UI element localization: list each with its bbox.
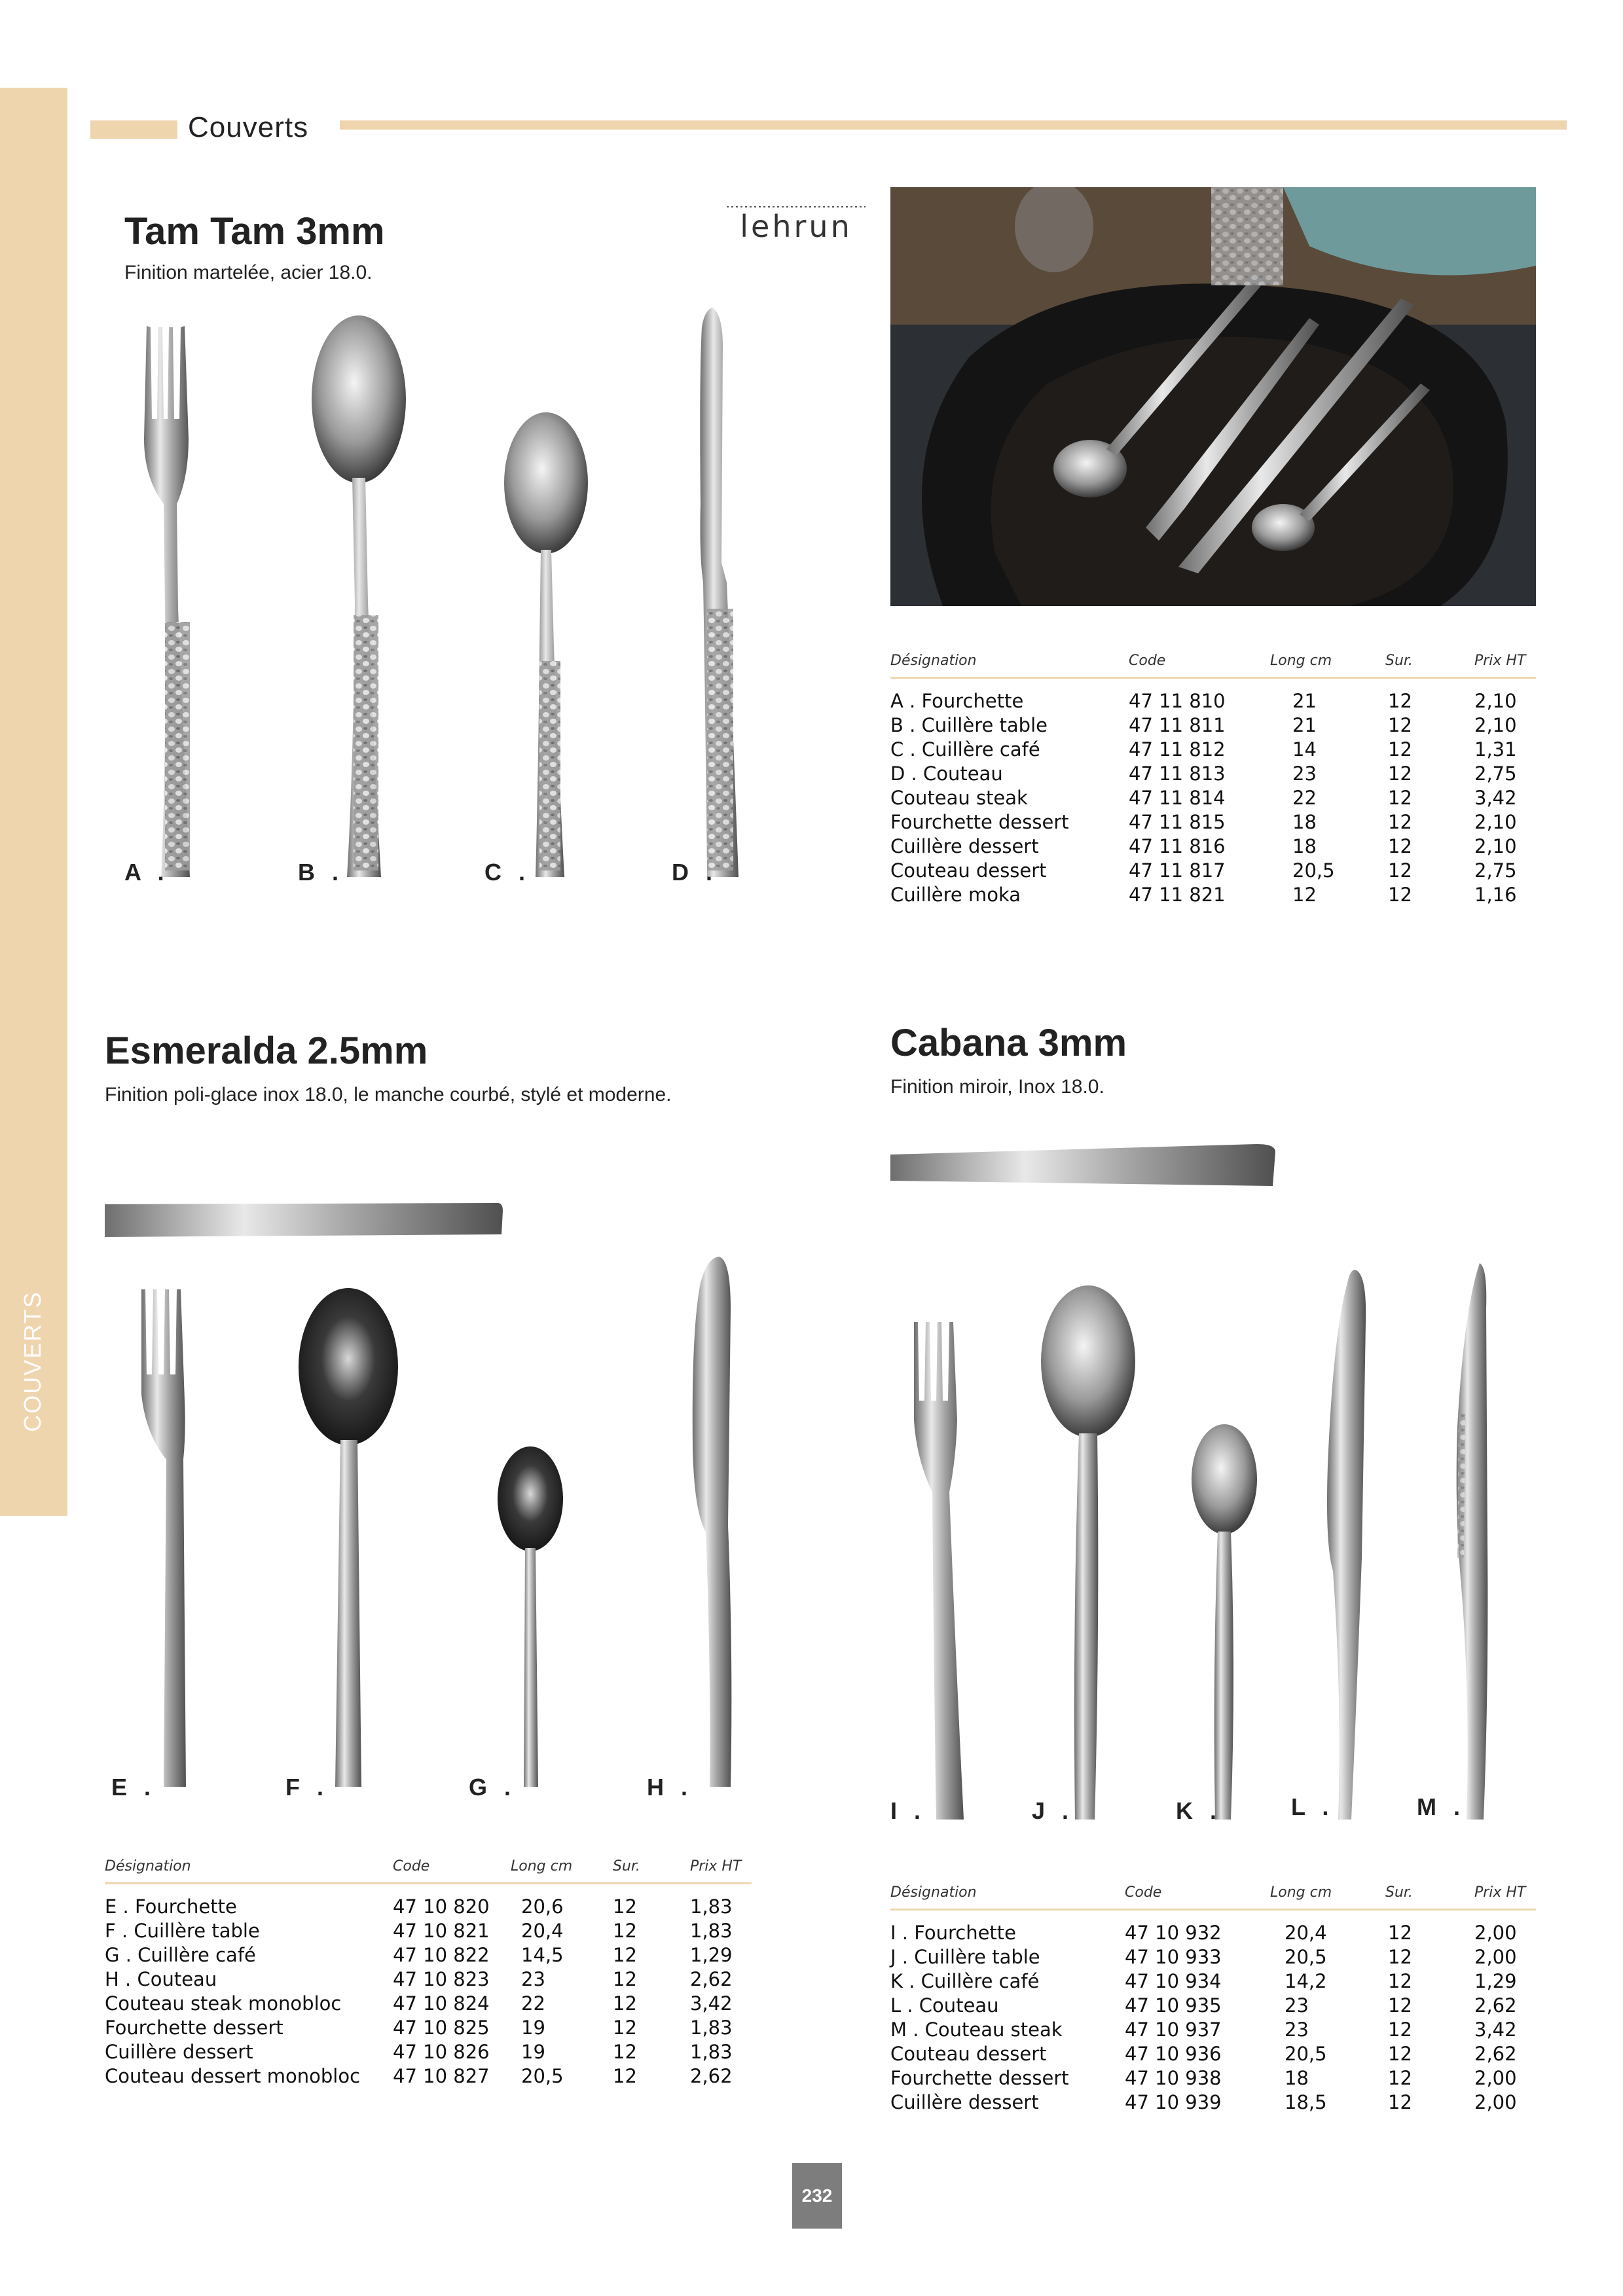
- table-cell: Couteau steak monobloc: [105, 1992, 342, 2015]
- table-cell: 12: [1388, 811, 1412, 833]
- table-cell: 47 10 821: [393, 1920, 490, 1942]
- table-cell: 47 10 939: [1125, 2091, 1222, 2113]
- table-cell: Couteau dessert: [890, 2043, 1047, 2065]
- table-cell: 47 11 816: [1129, 835, 1226, 857]
- table-cell: D . Couteau: [890, 762, 1003, 785]
- table-cell: 47 10 932: [1125, 1922, 1222, 1944]
- table-cell: 47 10 934: [1125, 1970, 1222, 1992]
- cabana-table: [890, 1882, 1536, 2115]
- cabana-letter-i: I .: [890, 1797, 926, 1824]
- table-cell: 47 10 820: [393, 1895, 490, 1918]
- table-cell: 2,62: [1474, 2043, 1517, 2065]
- table-cell: 18: [1285, 2067, 1309, 2089]
- table-cell: 47 11 811: [1129, 714, 1226, 736]
- cabana-letter-k: K .: [1176, 1797, 1222, 1824]
- table-cell: 47 10 937: [1125, 2018, 1222, 2041]
- table-row: [105, 1919, 752, 1943]
- table-cell: 1,83: [690, 2041, 733, 2063]
- table-cell: 20,4: [1285, 1922, 1327, 1944]
- table-cell: 12: [1388, 762, 1412, 785]
- esmeralda-letter-f: F .: [285, 1774, 329, 1801]
- tamtam-letter-a: A .: [124, 859, 170, 886]
- table-row: [890, 786, 1536, 810]
- esmeralda-title: Esmeralda 2.5mm: [105, 1030, 428, 1072]
- table-row: [105, 1943, 752, 1967]
- table-row: [890, 1945, 1536, 1969]
- tamtam-letter-b: B .: [298, 859, 344, 886]
- table-cell: 12: [1388, 714, 1412, 736]
- table-cell: 20,6: [521, 1895, 564, 1918]
- table-cell: 14: [1292, 738, 1317, 761]
- table-cell: Couteau dessert monobloc: [105, 2065, 361, 2087]
- col-sur: Sur.: [613, 1856, 690, 1884]
- table-setting-photo: [890, 187, 1536, 606]
- header-rule: [340, 120, 1567, 130]
- table-row: [105, 2064, 752, 2089]
- table-cell: J . Cuillère table: [890, 1946, 1040, 1968]
- table-cell: 2,10: [1474, 714, 1517, 736]
- table-cell: 12: [613, 2065, 637, 2087]
- table-row: [890, 1969, 1536, 1994]
- cabana-subtitle: Finition miroir, Inox 18.0.: [890, 1076, 1104, 1098]
- table-cell: 47 11 821: [1129, 884, 1226, 906]
- table-cell: I . Fourchette: [890, 1922, 1017, 1944]
- table-row: [890, 834, 1536, 859]
- table-cell: 12: [613, 1895, 637, 1918]
- table-cell: 1,83: [690, 1895, 733, 1918]
- table-cell: C . Cuillère café: [890, 738, 1040, 761]
- table-cell: 23: [1285, 2018, 1309, 2041]
- table-cell: 12: [613, 1992, 637, 2015]
- table-cell: Cuillère dessert: [105, 2041, 253, 2063]
- table-cell: Couteau steak: [890, 787, 1028, 809]
- table-cell: 47 10 933: [1125, 1946, 1222, 1968]
- table-cell: 12: [1388, 2043, 1412, 2065]
- table-cell: Couteau dessert: [890, 859, 1047, 882]
- tamtam-table: [890, 651, 1536, 907]
- table-row: [890, 713, 1536, 738]
- table-cell: 18,5: [1285, 2091, 1327, 2113]
- spoon-b-image: [312, 315, 406, 877]
- table-cell: 47 10 823: [393, 1968, 490, 1990]
- page-number: 232: [792, 2163, 842, 2229]
- table-cell: 12: [1388, 2018, 1412, 2041]
- table-cell: 2,00: [1474, 1922, 1517, 1944]
- table-cell: Fourchette dessert: [890, 2067, 1069, 2089]
- table-cell: Cuillère dessert: [890, 835, 1039, 857]
- col-long: Long cm: [1270, 1882, 1385, 1910]
- cabana-letter-m: M .: [1417, 1793, 1465, 1820]
- table-cell: 2,10: [1474, 811, 1517, 833]
- table-cell: 12: [613, 2041, 637, 2063]
- table-cell: 47 10 936: [1125, 2043, 1222, 2065]
- table-cell: 1,31: [1474, 738, 1517, 761]
- table-cell: 23: [521, 1968, 545, 1990]
- table-cell: 2,00: [1474, 2067, 1517, 2089]
- esmeralda-letter-e: E .: [111, 1774, 156, 1801]
- fork-a-image: [144, 326, 190, 877]
- table-cell: 12: [1388, 884, 1412, 906]
- table-row: [105, 2040, 752, 2064]
- side-tab-label: COUVERTS: [19, 1291, 46, 1432]
- table-row: [890, 2090, 1536, 2115]
- table-cell: 2,75: [1474, 762, 1517, 785]
- table-cell: 47 10 938: [1125, 2067, 1222, 2089]
- cabana-letter-j: J .: [1032, 1797, 1074, 1824]
- table-cell: 21: [1292, 690, 1317, 712]
- table-cell: 1,29: [690, 1944, 733, 1966]
- table-row: [105, 1967, 752, 1992]
- table-cell: 47 11 815: [1129, 811, 1226, 833]
- table-cell: 47 10 826: [393, 2041, 490, 2063]
- table-cell: 20,4: [521, 1920, 564, 1942]
- col-code: Code: [1125, 1882, 1270, 1910]
- table-cell: H . Couteau: [105, 1968, 217, 1990]
- table-cell: 47 10 822: [393, 1944, 490, 1966]
- page-title: Couverts: [188, 111, 309, 143]
- table-cell: 18: [1292, 811, 1317, 833]
- table-cell: 12: [1388, 787, 1412, 809]
- table-row: [890, 810, 1536, 834]
- table-header-row: [105, 1856, 752, 1884]
- table-row: [890, 883, 1536, 907]
- table-cell: 12: [1292, 884, 1317, 906]
- table-cell: L . Couteau: [890, 1994, 999, 2017]
- table-cell: 47 11 813: [1129, 762, 1226, 785]
- table-cell: 12: [1388, 1994, 1412, 2017]
- tamtam-title: Tam Tam 3mm: [124, 210, 385, 253]
- table-cell: 2,10: [1474, 835, 1517, 857]
- table-cell: 12: [1388, 2091, 1412, 2113]
- table-cell: Fourchette dessert: [890, 811, 1069, 833]
- table-cell: 18: [1292, 835, 1317, 857]
- table-cell: 12: [613, 1944, 637, 1966]
- table-row: [890, 738, 1536, 762]
- knife-d-image: [700, 308, 739, 877]
- table-cell: 3,42: [1474, 2018, 1517, 2041]
- col-long: Long cm: [511, 1856, 613, 1884]
- table-cell: 2,00: [1474, 1946, 1517, 1968]
- table-cell: 2,00: [1474, 2091, 1517, 2113]
- table-cell: 3,42: [1474, 787, 1517, 809]
- col-designation: Désignation: [890, 1882, 1125, 1910]
- table-cell: Fourchette dessert: [105, 2017, 283, 2039]
- cabana-cutlery-image: [890, 1139, 1532, 1820]
- table-cell: M . Couteau steak: [890, 2018, 1063, 2041]
- tamtam-cutlery-image: [124, 308, 759, 884]
- table-header-row: [890, 1882, 1536, 1910]
- table-cell: 1,16: [1474, 884, 1517, 906]
- table-cell: E . Fourchette: [105, 1895, 237, 1918]
- table-cell: 2,62: [1474, 1994, 1517, 2017]
- table-row: [890, 2066, 1536, 2090]
- col-designation: Désignation: [890, 651, 1129, 678]
- table-cell: B . Cuillère table: [890, 714, 1048, 736]
- table-cell: 2,10: [1474, 690, 1517, 712]
- table-row: [890, 2018, 1536, 2042]
- table-cell: 12: [1388, 2067, 1412, 2089]
- col-designation: Désignation: [105, 1856, 393, 1884]
- table-cell: 47 10 824: [393, 1992, 490, 2015]
- table-cell: 20,5: [1292, 859, 1335, 882]
- table-cell: 47 11 814: [1129, 787, 1226, 809]
- table-cell: 12: [613, 1920, 637, 1942]
- col-prix: Prix HT: [1474, 651, 1536, 678]
- table-cell: 19: [521, 2041, 545, 2063]
- table-cell: 12: [1388, 1922, 1412, 1944]
- tamtam-letter-d: D .: [672, 859, 718, 886]
- esmeralda-letter-g: G .: [469, 1774, 517, 1801]
- table-cell: Cuillère dessert: [890, 2091, 1039, 2113]
- table-cell: 20,5: [521, 2065, 564, 2087]
- table-row: [105, 2016, 752, 2040]
- tamtam-letter-c: C .: [484, 859, 531, 886]
- table-cell: 1,83: [690, 1920, 733, 1942]
- header-accent-block: [90, 120, 177, 139]
- table-cell: 12: [1388, 738, 1412, 761]
- table-cell: K . Cuillère café: [890, 1970, 1040, 1992]
- table-row: [890, 1994, 1536, 2018]
- col-prix: Prix HT: [1474, 1882, 1536, 1910]
- lehrun-logo: [725, 196, 867, 249]
- col-prix: Prix HT: [690, 1856, 752, 1884]
- table-cell: 19: [521, 2017, 545, 2039]
- table-cell: 14,5: [521, 1944, 564, 1966]
- col-sur: Sur.: [1385, 1882, 1474, 1910]
- table-cell: 12: [613, 2017, 637, 2039]
- table-row: [890, 762, 1536, 786]
- esmeralda-cutlery-image: [105, 1198, 759, 1800]
- table-cell: 12: [613, 1968, 637, 1990]
- table-cell: 14,2: [1285, 1970, 1327, 1992]
- table-cell: 2,62: [690, 2065, 733, 2087]
- table-cell: 47 11 810: [1129, 690, 1226, 712]
- table-cell: 47 11 817: [1129, 859, 1226, 882]
- table-cell: 12: [1388, 835, 1412, 857]
- table-cell: 23: [1292, 762, 1317, 785]
- esmeralda-table: [105, 1856, 752, 2089]
- cabana-letter-l: L .: [1291, 1793, 1334, 1820]
- table-cell: A . Fourchette: [890, 690, 1024, 712]
- col-sur: Sur.: [1385, 651, 1474, 678]
- table-cell: G . Cuillère café: [105, 1944, 256, 1966]
- table-cell: 22: [521, 1992, 545, 2015]
- table-cell: 12: [1388, 859, 1412, 882]
- table-cell: 21: [1292, 714, 1317, 736]
- table-cell: 1,29: [1474, 1970, 1517, 1992]
- table-cell: 12: [1388, 1946, 1412, 1968]
- table-cell: F . Cuillère table: [105, 1920, 260, 1942]
- table-cell: 47 10 827: [393, 2065, 490, 2087]
- table-row: [890, 859, 1536, 883]
- table-cell: 23: [1285, 1994, 1309, 2017]
- table-cell: 22: [1292, 787, 1317, 809]
- table-cell: 3,42: [690, 1992, 733, 2015]
- table-cell: Cuillère moka: [890, 884, 1021, 906]
- col-long: Long cm: [1270, 651, 1385, 678]
- table-cell: 47 10 935: [1125, 1994, 1222, 2017]
- table-cell: 2,62: [690, 1968, 733, 1990]
- table-cell: 2,75: [1474, 859, 1517, 882]
- table-row: [890, 2042, 1536, 2066]
- table-cell: 20,5: [1285, 2043, 1327, 2065]
- table-cell: 47 11 812: [1129, 738, 1226, 761]
- table-cell: 12: [1388, 1970, 1412, 1992]
- table-header-row: [890, 651, 1536, 678]
- col-code: Code: [393, 1856, 511, 1884]
- table-row: [105, 1992, 752, 2016]
- table-cell: 1,83: [690, 2017, 733, 2039]
- table-row: [890, 678, 1536, 714]
- col-code: Code: [1129, 651, 1270, 678]
- cabana-title: Cabana 3mm: [890, 1022, 1127, 1064]
- table-row: [105, 1884, 752, 1920]
- tamtam-subtitle: Finition martelée, acier 18.0.: [124, 262, 373, 283]
- spoon-c-image: [504, 412, 588, 877]
- esmeralda-subtitle: Finition poli-glace inox 18.0, le manche courbé, stylé et moderne.: [105, 1084, 672, 1105]
- table-row: [890, 1910, 1536, 1946]
- table-cell: 12: [1388, 690, 1412, 712]
- table-cell: 20,5: [1285, 1946, 1327, 1968]
- brand-name: lehrun: [740, 209, 852, 244]
- esmeralda-letter-h: H .: [647, 1774, 693, 1801]
- table-cell: 47 10 825: [393, 2017, 490, 2039]
